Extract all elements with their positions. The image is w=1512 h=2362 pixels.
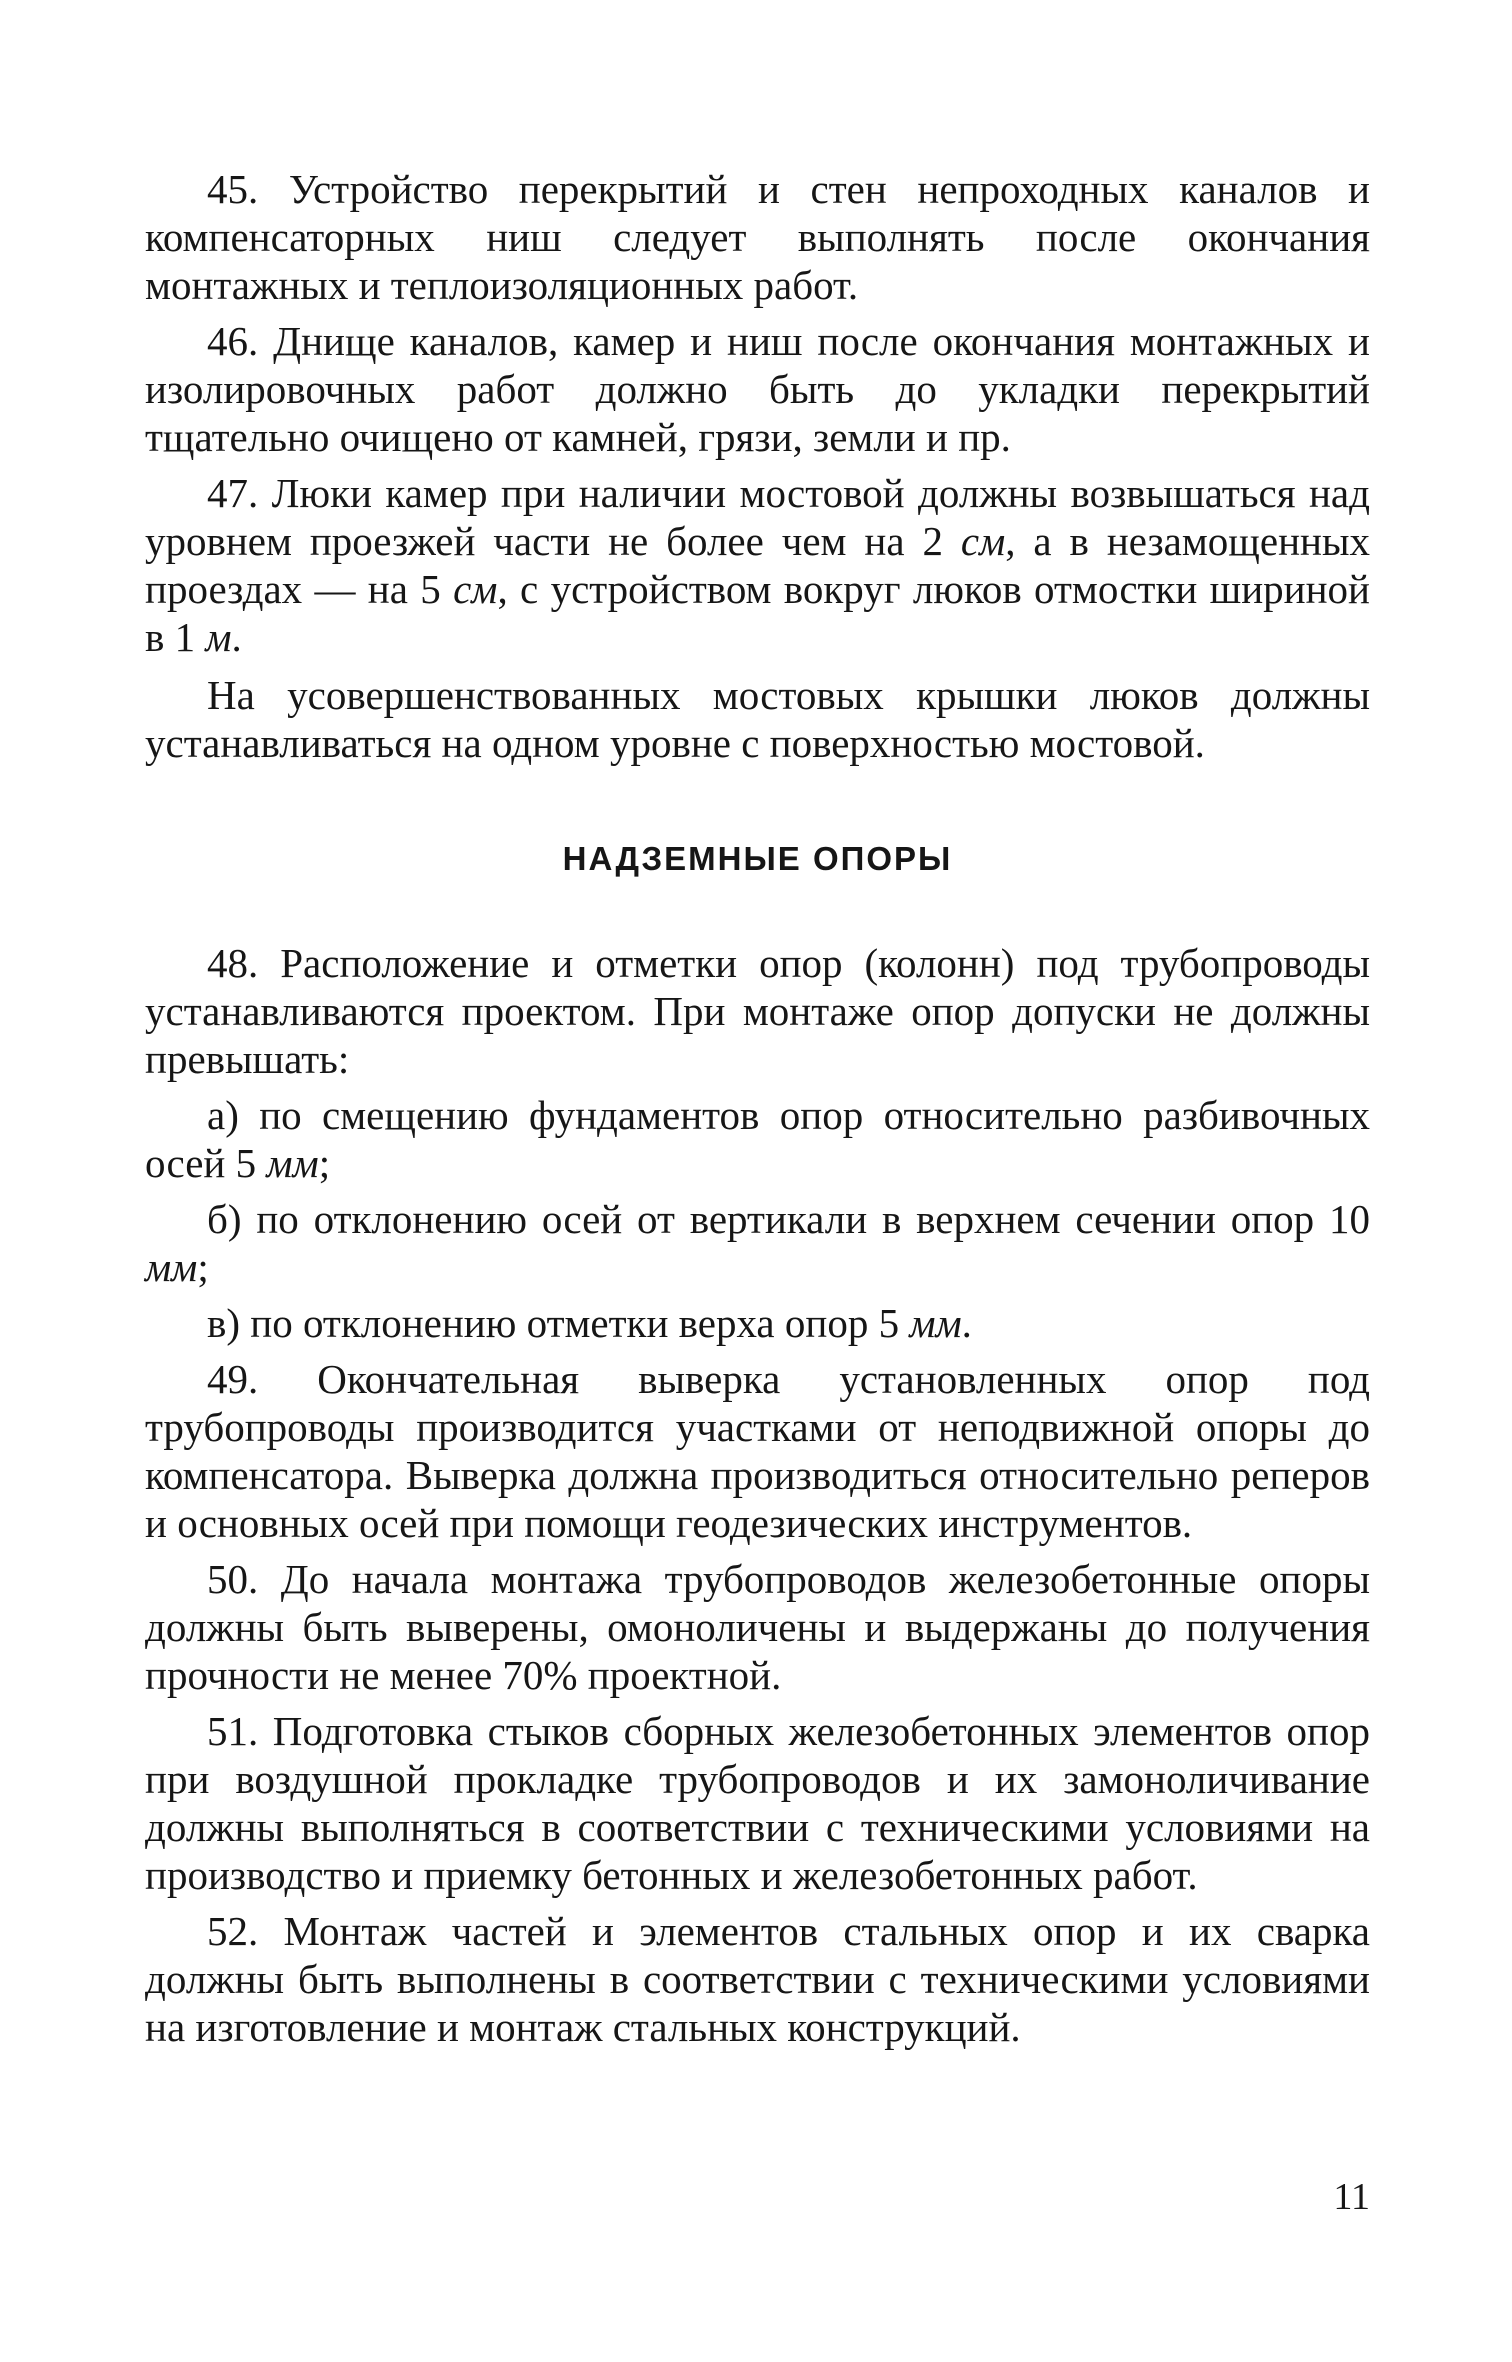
- unit-cm-1: см: [960, 518, 1006, 564]
- paragraph-47-continuation: На усовершенствованных мостовых крышки люков должны устанавливаться на одном уровне с поверхностью мостовой.: [145, 672, 1370, 766]
- list-item-b-text: б) по отклонению осей от вертикали в верхнем сечении опор 10: [207, 1196, 1370, 1242]
- paragraph-48: 48. Расположение и отметки опор (колонн) под трубопроводы устанавливаются проектом. При монтаже опор допуски не должны превышать:: [145, 940, 1370, 1082]
- list-item-c-unit: мм: [909, 1300, 962, 1346]
- document-page: [145, 165, 1370, 2335]
- unit-cm-2: см: [453, 566, 498, 612]
- paragraph-47: [145, 469, 1370, 661]
- list-item-c-end: .: [961, 1300, 972, 1346]
- list-item-a-unit: мм: [266, 1140, 319, 1186]
- list-item-a-end: ;: [318, 1140, 331, 1186]
- paragraph-47-text-c: , с устройством вокруг люков отмостки шириной в 1: [145, 566, 1370, 660]
- section-heading: НАДЗЕМНЫЕ ОПОРЫ: [562, 840, 953, 877]
- list-item-b: [145, 1195, 1370, 1291]
- list-item-c-text: в) по отклонению отметки верха опор 5: [207, 1300, 910, 1346]
- paragraph-47-text-b: , а в незамощенных проездах — на 5: [145, 518, 1370, 612]
- paragraph-46: 46. Днище каналов, камер и ниш после окончания монтажных и изолировочных работ должно быть до укладки перекрытий тщательно очищено от камней, грязи, земли и пр.: [145, 318, 1370, 460]
- list-item-b-unit: мм: [145, 1244, 198, 1290]
- list-item-c: [145, 1299, 1370, 1347]
- paragraph-49: 49. Окончательная выверка установленных опор под трубопроводы производится участками от неподвижной опоры до компенсатора. Выверка должна производиться относительно реперов и основных осей при помощи геодезических инструментов.: [145, 1356, 1370, 1546]
- paragraph-47-text-a: 47. Люки камер при наличии мостовой должны возвышаться над уровнем проезжей части не более чем на 2: [145, 470, 1370, 564]
- paragraph-50: 50. До начала монтажа трубопроводов железобетонные опоры должны быть выверены, омоноличены и выдержаны до получения прочности не менее 70% проектной.: [145, 1556, 1370, 1698]
- page-number: 11: [1333, 2176, 1370, 2218]
- list-item-a-text: а) по смещению фундаментов опор относительно разбивочных осей 5: [145, 1092, 1370, 1186]
- paragraph-47-text-d: .: [231, 614, 242, 660]
- list-item-a: [145, 1091, 1370, 1187]
- paragraph-52: 52. Монтаж частей и элементов стальных опор и их сварка должны быть выполнены в соответствии с техническими условиями на изготовление и монтаж стальных конструкций.: [145, 1908, 1370, 2050]
- paragraph-45: 45. Устройство перекрытий и стен непроходных каналов и компенсаторных ниш следует выполнять после окончания монтажных и теплоизоляционных работ.: [145, 166, 1370, 308]
- paragraph-51: 51. Подготовка стыков сборных железобетонных элементов опор при воздушной прокладке трубопроводов и их замоноличивание должны выполняться в соответствии с техническими условиями на производство и приемку бетонных и железобетонных работ.: [145, 1708, 1370, 1898]
- list-item-b-end: ;: [197, 1244, 209, 1290]
- unit-m: м: [205, 614, 232, 660]
